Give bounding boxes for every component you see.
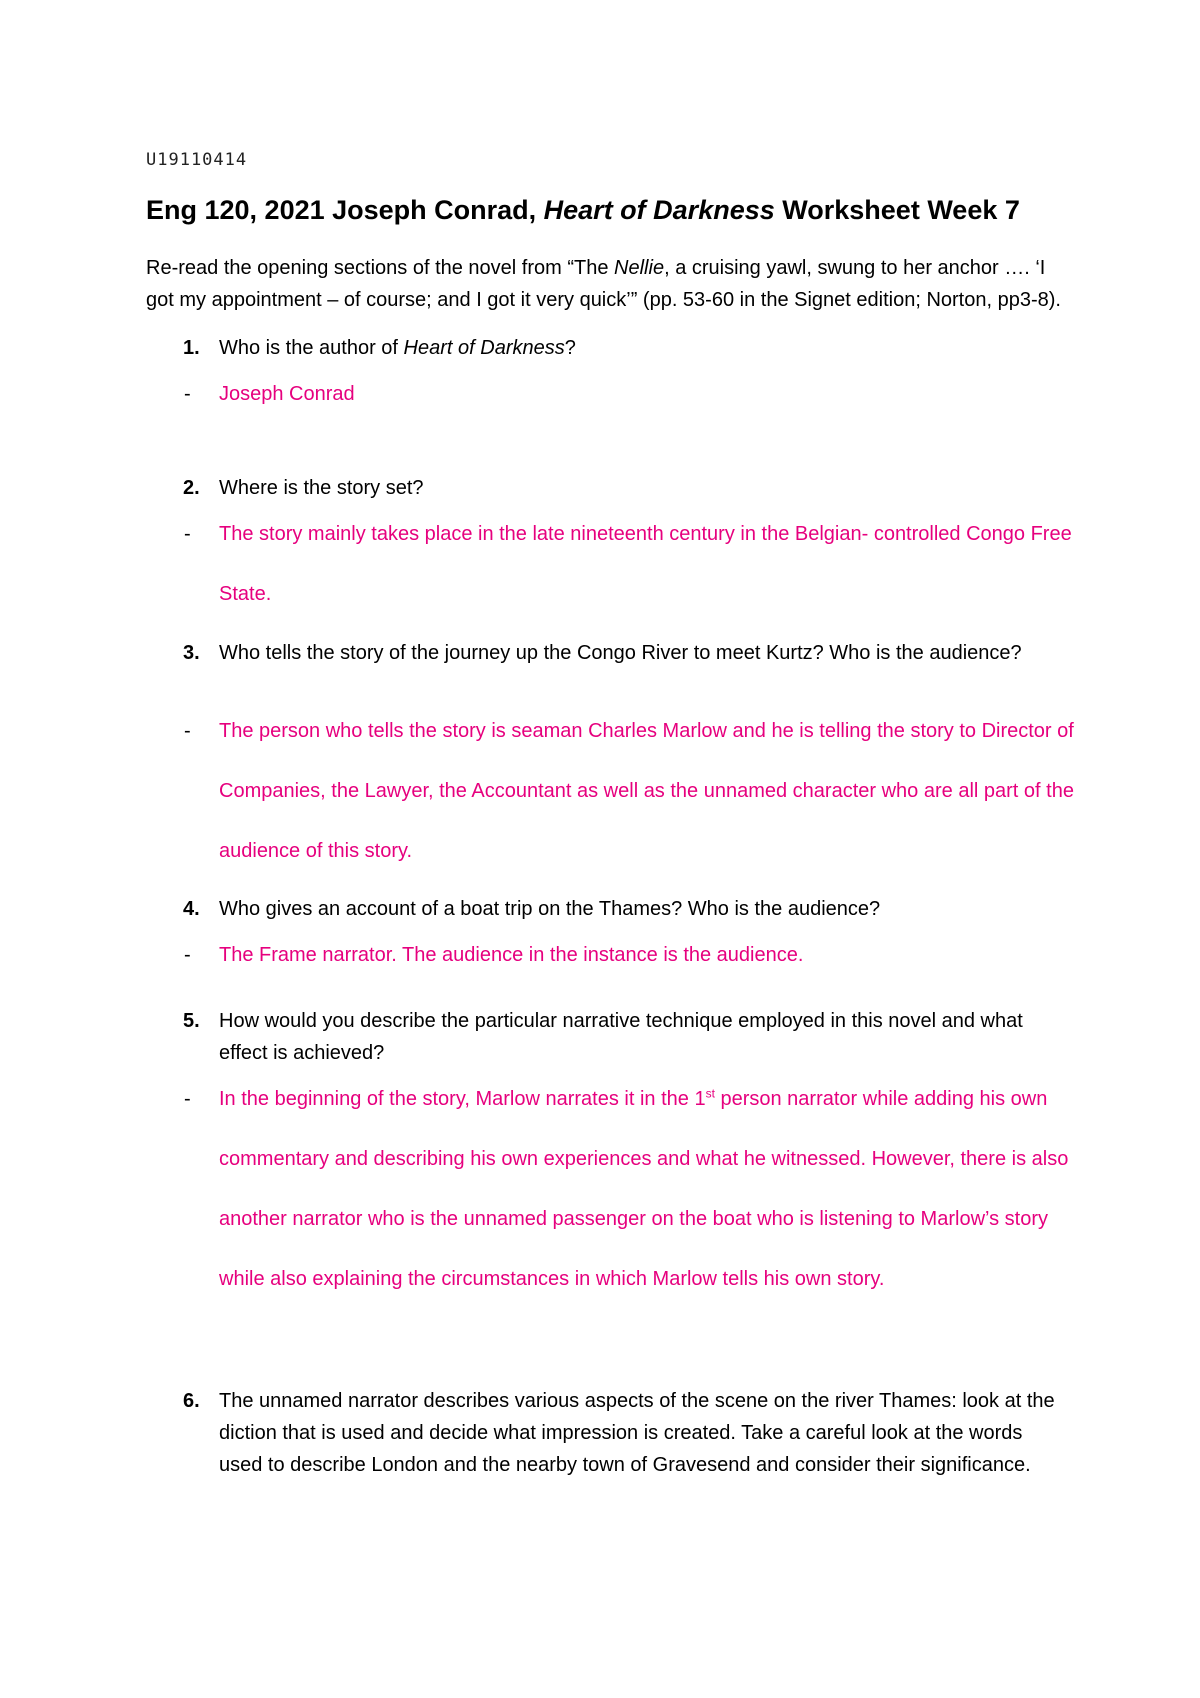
question-number: 3. — [183, 642, 200, 664]
answer-4 — [146, 925, 1086, 985]
answer-text: The story mainly takes place in the late nineteenth century in the Belgian- controlled Congo Free State. — [219, 523, 1072, 605]
question-number: 1. — [183, 337, 200, 359]
question-text: How would you describe the particular narrative technique employed in this novel and what effect is achieved? — [219, 1010, 1023, 1064]
question-6 — [146, 1385, 1066, 1481]
answer-text: The Frame narrator. The audience in the instance is the audience. — [219, 944, 804, 966]
answer-text-part2: person narrator while adding his own commentary and describing his own experiences and what he witnessed. However, there is also another narrator who is the unnamed passenger on the boat who is listening to Marlow’s story while also explaining the circumstances in which Marlow tells his own story. — [219, 1088, 1069, 1290]
answer-2 — [146, 504, 1086, 624]
question-number: 2. — [183, 477, 200, 499]
question-number: 4. — [183, 898, 200, 920]
answer-3 — [146, 701, 1086, 881]
answer-text — [219, 1069, 1086, 1309]
ordinal-suffix: st — [705, 1086, 715, 1101]
question-5 — [146, 1005, 1066, 1069]
answer-dash: - — [184, 383, 191, 405]
answer-1 — [146, 364, 1086, 424]
question-text: Who tells the story of the journey up the Congo River to meet Kurtz? Who is the audience? — [219, 642, 1022, 664]
answer-dash: - — [184, 944, 191, 966]
question-3 — [146, 637, 1066, 669]
question-text — [219, 332, 1066, 364]
question-text-part2: ? — [564, 337, 576, 359]
question-number: 6. — [183, 1390, 200, 1412]
worksheet-title — [146, 195, 1086, 226]
intro-part1: Re-read the opening sections of the novel from “The — [146, 257, 615, 279]
question-text: The unnamed narrator describes various aspects of the scene on the river Thames: look at the diction that is used and decide what impression is created. Take a careful look at the words used to describe London and the nearby town of Gravesend and consider their significance. — [219, 1390, 1055, 1476]
title-part2: Worksheet Week 7 — [774, 195, 1020, 225]
question-1 — [146, 332, 1066, 364]
answer-dash: - — [184, 720, 191, 742]
intro-part2: , a cruising yawl, swung to her anchor …. ‘I got my appointment – of course; and I got it very quick’” (pp. 53-60 in the Signet edition; Norton, pp3-8). — [146, 257, 1061, 311]
answer-text: Joseph Conrad — [219, 383, 355, 405]
question-number: 5. — [183, 1010, 200, 1032]
title-italic: Heart of Darkness — [543, 195, 775, 225]
question-text-part1: Who is the author of — [219, 337, 404, 359]
question-text: Who gives an account of a boat trip on the Thames? Who is the audience? — [219, 898, 881, 920]
title-part1: Eng 120, 2021 Joseph Conrad, — [146, 195, 544, 225]
intro-italic: Nellie — [614, 257, 665, 279]
answer-5 — [146, 1069, 1086, 1309]
question-text-italic: Heart of Darkness — [403, 337, 565, 359]
answer-dash: - — [184, 1088, 191, 1110]
answer-dash: - — [184, 523, 191, 545]
student-id: U19110414 — [146, 150, 248, 170]
answer-text: The person who tells the story is seaman Charles Marlow and he is telling the story to Director of Companies, the Lawyer, the Accountant as well as the unnamed character who are all part of the audience of this story. — [219, 720, 1074, 862]
question-4 — [146, 893, 1066, 925]
question-text: Where is the story set? — [219, 477, 424, 499]
answer-text-part1: In the beginning of the story, Marlow narrates it in the 1 — [219, 1088, 706, 1110]
intro-paragraph — [146, 252, 1076, 316]
question-2 — [146, 472, 1066, 504]
